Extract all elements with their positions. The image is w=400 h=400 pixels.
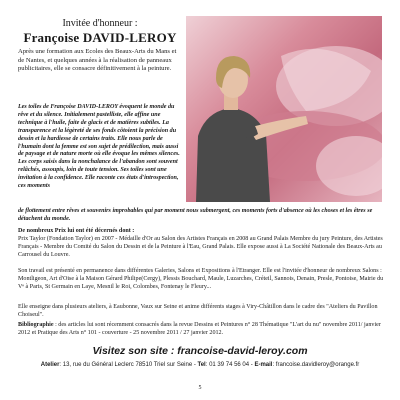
page-number: 5 bbox=[198, 385, 202, 391]
teaching-paragraph: Elle enseigne dans plusieurs ateliers, à Eaubonne, Vaux sur Seine et anime différents stages à Viry-Châtillon dans le cadre des "Ateliers du Pavillon Choiseul". bbox=[18, 304, 378, 318]
website-link[interactable]: Visitez son site : francoise-david-leroy.com bbox=[92, 345, 308, 357]
awards-text: Prix Taylor (Fondation Taylor) en 2007 - Médaille d'Or au Salon des Artistes Français en 2008 au Grand Palais Membre du jury Peinture, des Artistes Français - Membre du Comité du Salon du Dessin et de la Peinture à l'Eau, Grand Palais. Elle expose aussi à La Société Nationale des Beaux-Arts au Carrousel du Louvre. bbox=[18, 235, 383, 258]
bibliography-text: : des articles lui sont récemment consacrés dans la revue Dessins et Peintures n° 28 Thématique "L'art du nu" novembre 2011/ janvier 2012 et Pratique des Arts n° 101 - couverture - 25 novembre 2011 / 27 janvier 2012. bbox=[18, 322, 381, 336]
page-header bbox=[18, 18, 182, 45]
awards-title: De nombreux Prix lui ont été décernés dont : bbox=[18, 228, 135, 234]
email-label: E-mail bbox=[254, 362, 273, 368]
contact-line bbox=[0, 361, 400, 369]
tel-label: Tel bbox=[197, 362, 206, 368]
tel-number: : 01 39 74 56 04 - bbox=[205, 362, 255, 368]
atelier-label: Atelier bbox=[40, 362, 60, 368]
artist-name: Françoise DAVID-LEROY bbox=[23, 30, 177, 45]
email-address[interactable]: : francoise.davidleroy@orange.fr bbox=[272, 362, 360, 368]
intro-paragraph: Après une formation aux Ecoles des Beaux-Arts du Mans et de Nantes, et quelques années à la réalisation de panneaux publicitaires, elle se consacre définitivement à la peinture. bbox=[18, 48, 177, 73]
artist-painting-photo bbox=[186, 16, 382, 202]
expositions-paragraph: Son travail est présenté en permanence dans différentes Galeries, Salons et Expositions à l'Etranger. Elle est l'invitée d'honneur de nombreux Salons : Montligeon, Art d'Oise à la Maison Gérard Philipe(Cergy), Plessis Bouchard, Maule, Luzarches, Créteil, Sannois, Denain, Presle, Pontoise, Mairie du Vᵉ à Paris, St Germain en Laye, Mesnil le Roi, Colombes, Fontenay le Fleury... bbox=[18, 268, 384, 290]
artist-description-quote-end: de flottement entre rêves et souvenirs improbables qui par moment nous submergent, ces moments forts d'absence où les choses et les êtres se détachent du monde. bbox=[18, 208, 373, 222]
atelier-address: : 13, rue du Général Leclerc 78510 Triel sur Seine - bbox=[59, 362, 198, 368]
photo-illustration bbox=[186, 16, 382, 202]
bibliography-label: Bibliographie bbox=[18, 322, 54, 328]
bibliography-paragraph bbox=[18, 322, 384, 338]
artist-description-quote: Les toiles de Françoise DAVID-LEROY évoquent le monde du rêve et du silence. Initialement pastelliste, elle affine une technique à l'huile, faite de glacis et de matières subtiles. La transparence et la légèreté de ses fonds côtoient la précision du dessin et la hardiesse de certains traits. Elle nous parle de l'humain dont la femme est son sujet de prédilection, mais aussi de paysage et de nature morte où elle évoque les mêmes silences. Les corps saisis dans la nonchalance de l'abandon sont souvent relâchés, assoupis, loin de toute tension. Ses toiles sont une invitation à la confidence. Elle raconte ces états d'introspection, ces moments bbox=[18, 104, 180, 190]
guest-of-honour-label: Invitée d'honneur : bbox=[62, 18, 138, 29]
awards-section bbox=[18, 228, 384, 260]
